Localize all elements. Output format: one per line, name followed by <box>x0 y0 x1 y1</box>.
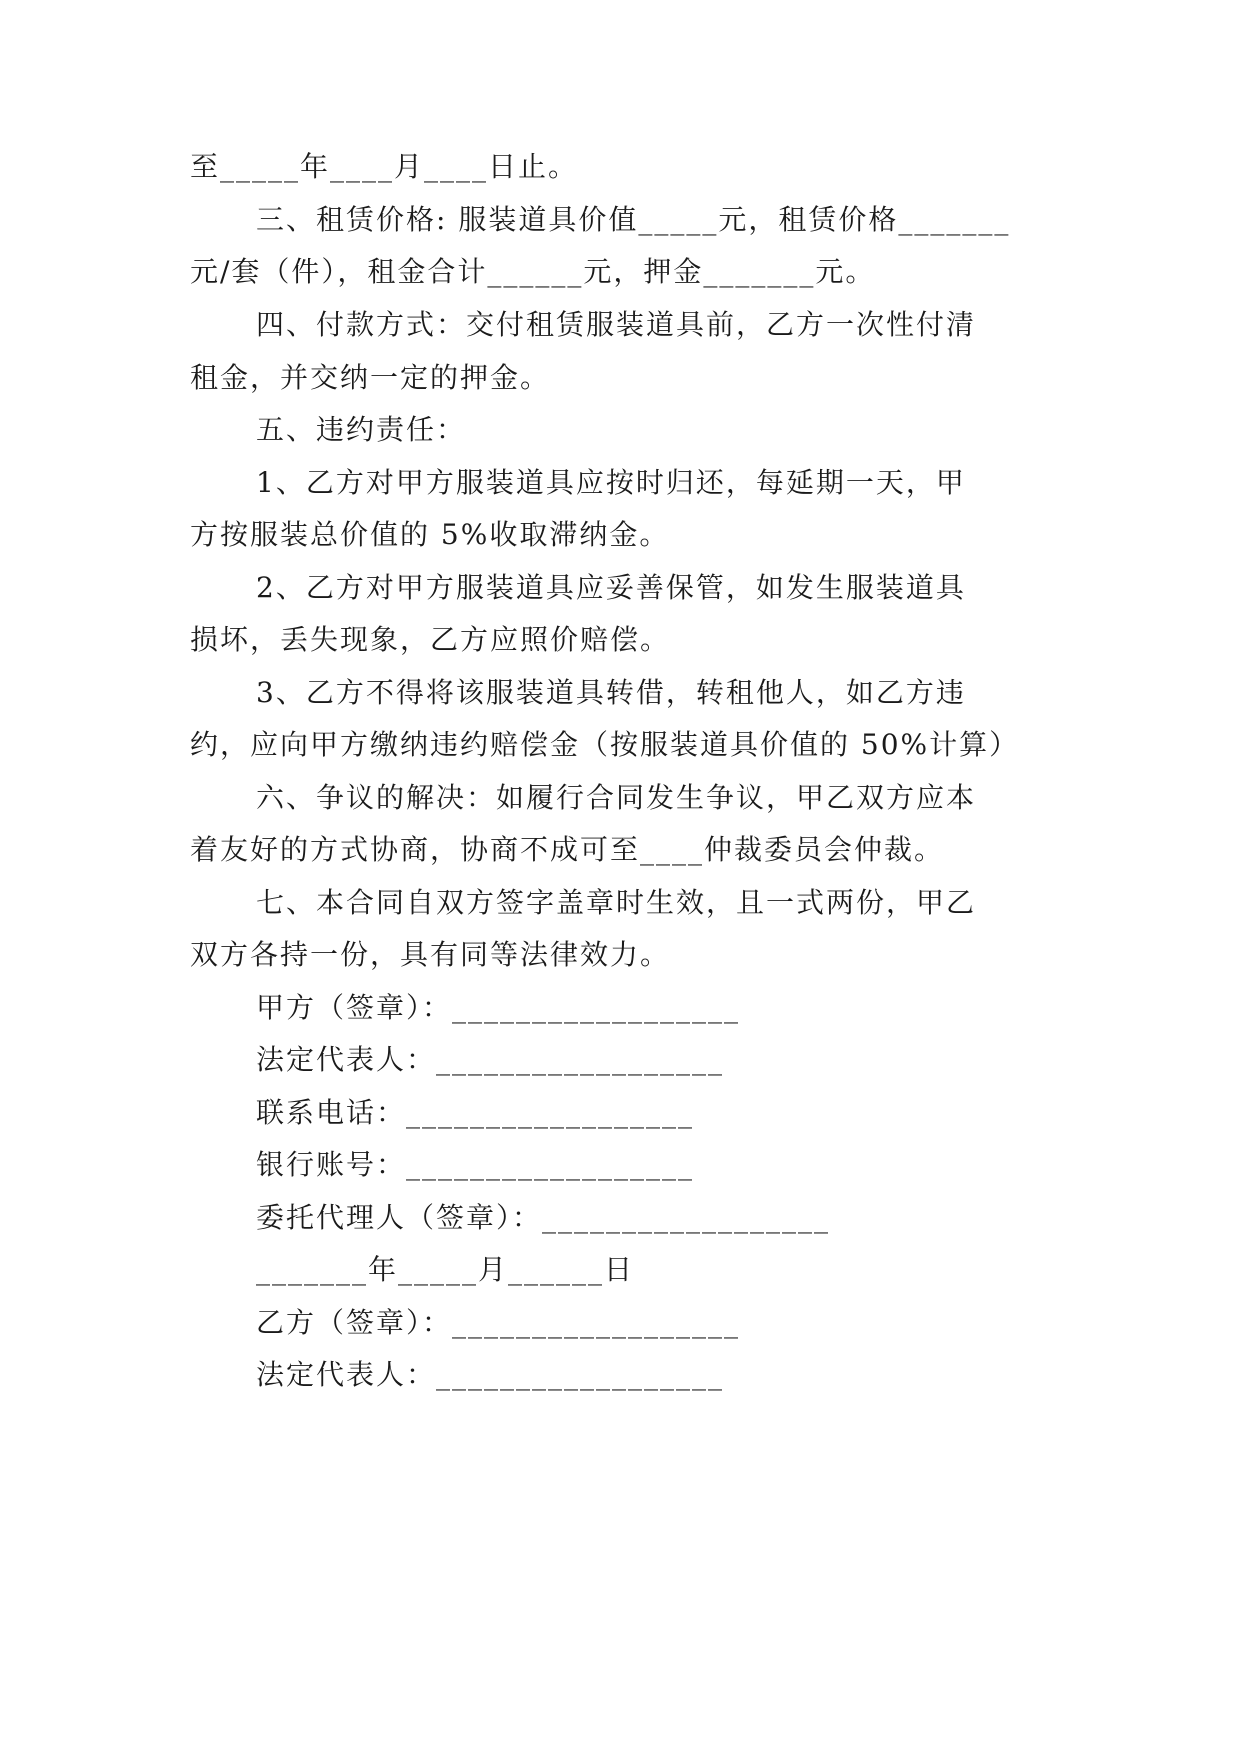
clause-4-payment-method: 四、付款方式：交付租赁服装道具前，乙方一次性付清 <box>256 308 977 341</box>
party-a-phone-field: 联系电话：__________________ <box>256 1096 695 1129</box>
clause-7-effectiveness: 七、本合同自双方签字盖章时生效，且一式两份，甲乙 <box>256 886 977 919</box>
clause-5-heading: 五、违约责任： <box>256 413 467 446</box>
clause-7-effectiveness-cont: 双方各持一份，具有同等法律效力。 <box>190 938 671 971</box>
clause-3-rental-price: 三、租赁价格: 服装道具价值_____元，租赁价格_______ <box>256 203 1011 236</box>
clause-5-item-3: 3、乙方不得将该服装道具转借，转租他人，如乙方违 <box>256 676 966 709</box>
clause-3-rental-price-cont: 元/套（件），租金合计______元，押金_______元。 <box>190 255 876 288</box>
clause-5-item-2: 2、乙方对甲方服装道具应妥善保管，如发生服装道具 <box>256 571 966 604</box>
party-b-legal-rep-field: 法定代表人：__________________ <box>256 1358 725 1391</box>
party-a-agent-signature-field: 委托代理人（签章）：__________________ <box>256 1201 831 1234</box>
party-a-signature-field: 甲方（签章）：__________________ <box>256 991 741 1024</box>
party-b-signature-field: 乙方（签章）：__________________ <box>256 1306 741 1339</box>
clause-5-item-3-cont: 约，应向甲方缴纳违约赔偿金（按服装道具价值的 50%计算） <box>190 728 1020 761</box>
date-range-end-line: 至_____年____月____日止。 <box>190 150 579 183</box>
clause-5-item-1-cont: 方按服装总价值的 5%收取滞纳金。 <box>190 518 670 551</box>
party-a-legal-rep-field: 法定代表人：__________________ <box>256 1043 725 1076</box>
party-a-bank-account-field: 银行账号：__________________ <box>256 1148 695 1181</box>
clause-5-item-2-cont: 损坏，丢失现象，乙方应照价赔偿。 <box>190 623 671 656</box>
signing-date-field: _______年_____月______日 <box>256 1253 635 1286</box>
clause-5-item-1: 1、乙方对甲方服装道具应按时归还，每延期一天，甲 <box>256 466 966 499</box>
clause-6-dispute-cont: 着友好的方式协商，协商不成可至____仲裁委员会仲裁。 <box>190 833 945 866</box>
clause-6-dispute: 六、争议的解决：如履行合同发生争议，甲乙双方应本 <box>256 781 977 814</box>
clause-4-payment-method-cont: 租金，并交纳一定的押金。 <box>190 361 551 394</box>
